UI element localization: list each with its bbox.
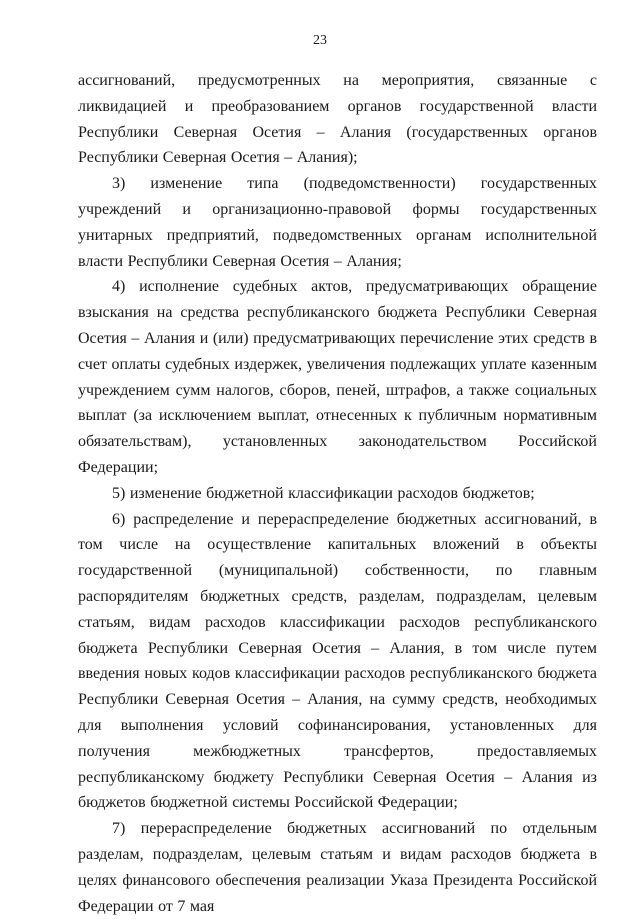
paragraph-continuation: ассигнований, предусмотренных на мероприятия, связанные с ликвидацией и преобразованием органов государственной власти Республики Северная Осетия – Алания (государственных органов Республики Северная Осетия – Алания); [78, 72, 597, 167]
paragraph-item-3: 3) изменение типа (подведомственности) государственных учреждений и организационно-правовой формы государственных унитарных предприятий, подведомственных органам исполнительной власти Республики Северная Осетия – Алания; [78, 175, 597, 270]
paragraph-item-5: 5) изменение бюджетной классификации расходов бюджетов; [112, 484, 535, 502]
paragraph-item-6: 6) распределение и перераспределение бюджетных ассигнований, в том числе на осуществление капитальных вложений в объекты государственной (муниципальной) собственности, по главным распорядителям бюджетных средств, разделам, подразделам, целевым статьям, видам расходов классификации расходов республиканского бюджета Республики Северная Осетия – Алания, в том числе путем введения новых кодов классификации расходов республиканского бюджета Республики Северная Осетия – Алания, на сумму средств, необходимых для выполнения условий софинансирования, установленных для получения межбюджетных трансфертов, предоставляемых республиканскому бюджету Республики Северная Осетия – Алания из бюджетов бюджетной системы Российской Федерации; [78, 510, 597, 812]
document-body [78, 68, 597, 919]
paragraph-item-4: 4) исполнение судебных актов, предусматривающих обращение взыскания на средства республиканского бюджета Республики Северная Осетия – Алания и (или) предусматривающих перечисление этих средств в счет оплаты судебных издержек, увеличения подлежащих уплате казенным учреждением сумм налогов, сборов, пеней, штрафов, а также социальных выплат (за исключением выплат, отнесенных к публичным нормативным обязательствам), установленных законодательством Российской Федерации; [78, 278, 597, 476]
page-number: 23 [313, 33, 327, 48]
paragraph-item-7: 7) перераспределение бюджетных ассигнований по отдельным разделам, подразделам, целевым статьям и видам расходов бюджета в целях финансового обеспечения реализации Указа Президента Российской Федерации от 7 мая [78, 820, 597, 915]
